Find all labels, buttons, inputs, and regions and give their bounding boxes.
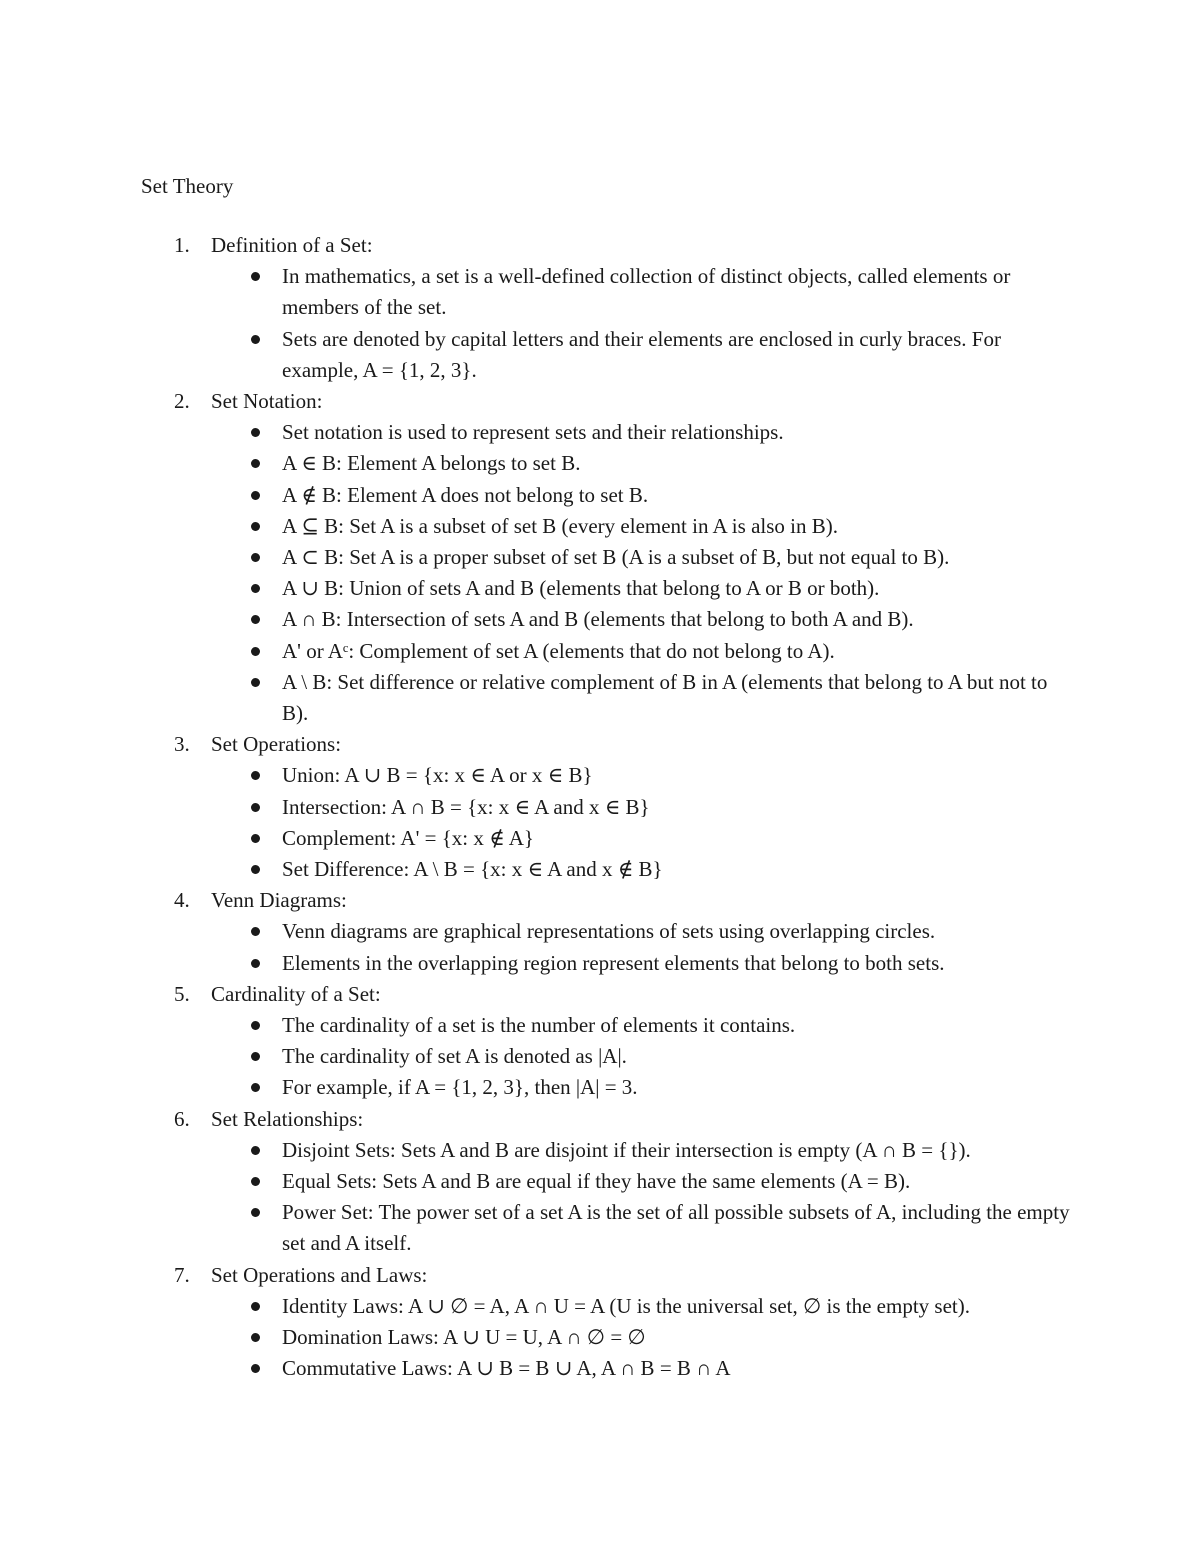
section-number: 1. — [174, 233, 190, 257]
section-number: 6. — [174, 1106, 190, 1131]
bullet-text: Union: A ∪ B = {x: x ∈ A or x ∈ B} — [282, 763, 593, 788]
section-heading — [0, 729, 1200, 760]
bullet-list — [0, 1135, 1200, 1260]
bullet-icon — [251, 1083, 260, 1092]
bullet-icon — [251, 553, 260, 562]
section-number: 4. — [174, 888, 190, 913]
list-item — [0, 1353, 1072, 1384]
bullet-icon — [251, 771, 260, 780]
section-heading — [0, 979, 1200, 1010]
list-item — [0, 1010, 1072, 1041]
bullet-text: Identity Laws: A ∪ ∅ = A, A ∩ U = A (U is the universal set, ∅ is the empty set). — [282, 1293, 970, 1318]
list-item — [0, 1322, 1072, 1353]
section-heading — [0, 885, 1200, 916]
list-item — [0, 854, 1072, 885]
bullet-text: Intersection: A ∩ B = {x: x ∈ A and x ∈ B} — [282, 794, 650, 819]
bullet-text: Disjoint Sets: Sets A and B are disjoint if their intersection is empty (A ∩ B = {}). — [282, 1137, 971, 1162]
bullet-list — [0, 417, 1200, 729]
list-item — [0, 573, 1072, 604]
list-item — [0, 261, 1072, 323]
bullet-text: Commutative Laws: A ∪ B = B ∪ A, A ∩ B = B ∩ A — [282, 1356, 731, 1381]
list-item — [0, 1072, 1072, 1103]
bullet-text: Set Difference: A \ B = {x: x ∈ A and x ∉ B} — [282, 857, 663, 882]
bullet-text: A ⊆ B: Set A is a subset of set B (every element in A is also in B). — [282, 513, 838, 538]
bullet-icon — [251, 1146, 260, 1155]
list-item — [0, 604, 1072, 635]
bullet-list — [0, 760, 1200, 885]
bullet-icon — [251, 1052, 260, 1061]
bullet-icon — [251, 459, 260, 468]
list-item — [0, 448, 1072, 479]
section-number: 5. — [174, 981, 190, 1006]
bullet-icon — [251, 1177, 260, 1186]
section-title: Set Operations: — [211, 732, 342, 757]
list-item — [0, 760, 1072, 791]
section-venn-diagrams — [0, 885, 1200, 979]
section-definition-of-a-set — [0, 230, 1200, 386]
bullet-icon — [251, 1021, 260, 1030]
bullet-text: A ∩ B: Intersection of sets A and B (elements that belong to both A and B). — [282, 607, 914, 632]
bullet-text: The cardinality of a set is the number of elements it contains. — [282, 1013, 796, 1037]
bullet-icon — [251, 959, 260, 968]
section-heading — [0, 1104, 1200, 1135]
bullet-text: A' or Aᶜ: Complement of set A (elements that do not belong to A). — [282, 638, 835, 663]
bullet-icon — [251, 522, 260, 531]
bullet-icon — [251, 272, 260, 281]
bullet-list — [0, 1291, 1200, 1385]
bullet-icon — [251, 1364, 260, 1373]
list-item — [0, 823, 1072, 854]
section-heading — [0, 230, 1200, 261]
bullet-icon — [251, 647, 260, 656]
section-number: 2. — [174, 389, 190, 413]
bullet-text: The cardinality of set A is denoted as |A|. — [282, 1044, 627, 1069]
section-set-operations — [0, 729, 1200, 885]
section-heading — [0, 1260, 1200, 1291]
bullet-text: In mathematics, a set is a well-defined collection of distinct objects, called elements or members of the set. — [282, 264, 1016, 320]
section-set-operations-and-laws — [0, 1260, 1200, 1385]
bullet-icon — [251, 335, 260, 344]
list-item — [0, 1197, 1075, 1259]
bullet-icon — [251, 678, 260, 687]
bullet-text: For example, if A = {1, 2, 3}, then |A| = 3. — [282, 1075, 638, 1100]
bullet-text: Complement: A' = {x: x ∉ A} — [282, 825, 534, 850]
list-item — [0, 511, 1072, 542]
bullet-text: Power Set: The power set of a set A is the set of all possible subsets of A, including the empty set and A itself. — [282, 1200, 1075, 1256]
bullet-text: Domination Laws: A ∪ U = U, A ∩ ∅ = ∅ — [282, 1325, 646, 1349]
list-item — [0, 792, 1072, 823]
bullet-text: Set notation is used to represent sets and their relationships. — [282, 420, 784, 445]
list-item — [0, 542, 1072, 573]
bullet-text: A ⊂ B: Set A is a proper subset of set B (A is a subset of B, but not equal to B). — [282, 545, 950, 569]
bullet-list — [0, 916, 1200, 978]
section-title: Definition of a Set: — [211, 233, 373, 257]
section-number: 7. — [174, 1262, 190, 1287]
bullet-text: A ∈ B: Element A belongs to set B. — [282, 451, 581, 476]
bullet-icon — [251, 1208, 260, 1217]
list-item — [0, 948, 1072, 979]
section-number: 3. — [174, 732, 190, 757]
bullet-text: A ∪ B: Union of sets A and B (elements that belong to A or B or both). — [282, 576, 880, 601]
list-item — [0, 1041, 1072, 1072]
bullet-icon — [251, 1333, 260, 1342]
section-heading — [0, 386, 1200, 417]
bullet-text: Equal Sets: Sets A and B are equal if they have the same elements (A = B). — [282, 1169, 911, 1193]
bullet-icon — [251, 865, 260, 874]
bullet-text: Venn diagrams are graphical representations of sets using overlapping circles. — [282, 919, 936, 944]
list-item — [0, 1135, 1072, 1166]
bullet-icon — [251, 615, 260, 624]
bullet-icon — [251, 428, 260, 437]
section-title: Venn Diagrams: — [211, 888, 347, 913]
bullet-icon — [251, 491, 260, 500]
section-set-relationships — [0, 1104, 1200, 1260]
list-item — [0, 636, 1072, 667]
bullet-icon — [251, 1302, 260, 1311]
section-title: Set Relationships: — [211, 1106, 364, 1131]
section-title: Set Notation: — [211, 389, 323, 413]
list-item — [0, 916, 1072, 947]
list-item — [0, 667, 1072, 729]
list-item — [0, 417, 1072, 448]
bullet-icon — [251, 803, 260, 812]
bullet-text: A ∉ B: Element A does not belong to set B. — [282, 482, 649, 507]
list-item — [0, 480, 1072, 511]
bullet-icon — [251, 927, 260, 936]
bullet-icon — [251, 834, 260, 843]
list-item — [0, 1291, 1072, 1322]
document-title: Set Theory — [141, 174, 234, 198]
section-cardinality-of-a-set — [0, 979, 1200, 1104]
bullet-icon — [251, 584, 260, 593]
bullet-text: Elements in the overlapping region represent elements that belong to both sets. — [282, 950, 945, 975]
section-list — [0, 230, 1200, 1384]
section-title: Set Operations and Laws: — [211, 1262, 428, 1287]
bullet-text: Sets are denoted by capital letters and their elements are enclosed in curly braces. For example, A = {1, 2, 3}. — [282, 326, 1007, 382]
bullet-list — [0, 261, 1200, 386]
list-item — [0, 324, 1072, 386]
list-item — [0, 1166, 1072, 1197]
section-title: Cardinality of a Set: — [211, 981, 381, 1006]
bullet-list — [0, 1010, 1200, 1104]
bullet-text: A \ B: Set difference or relative complement of B in A (elements that belong to A but not to B). — [282, 669, 1053, 726]
section-set-notation — [0, 386, 1200, 729]
